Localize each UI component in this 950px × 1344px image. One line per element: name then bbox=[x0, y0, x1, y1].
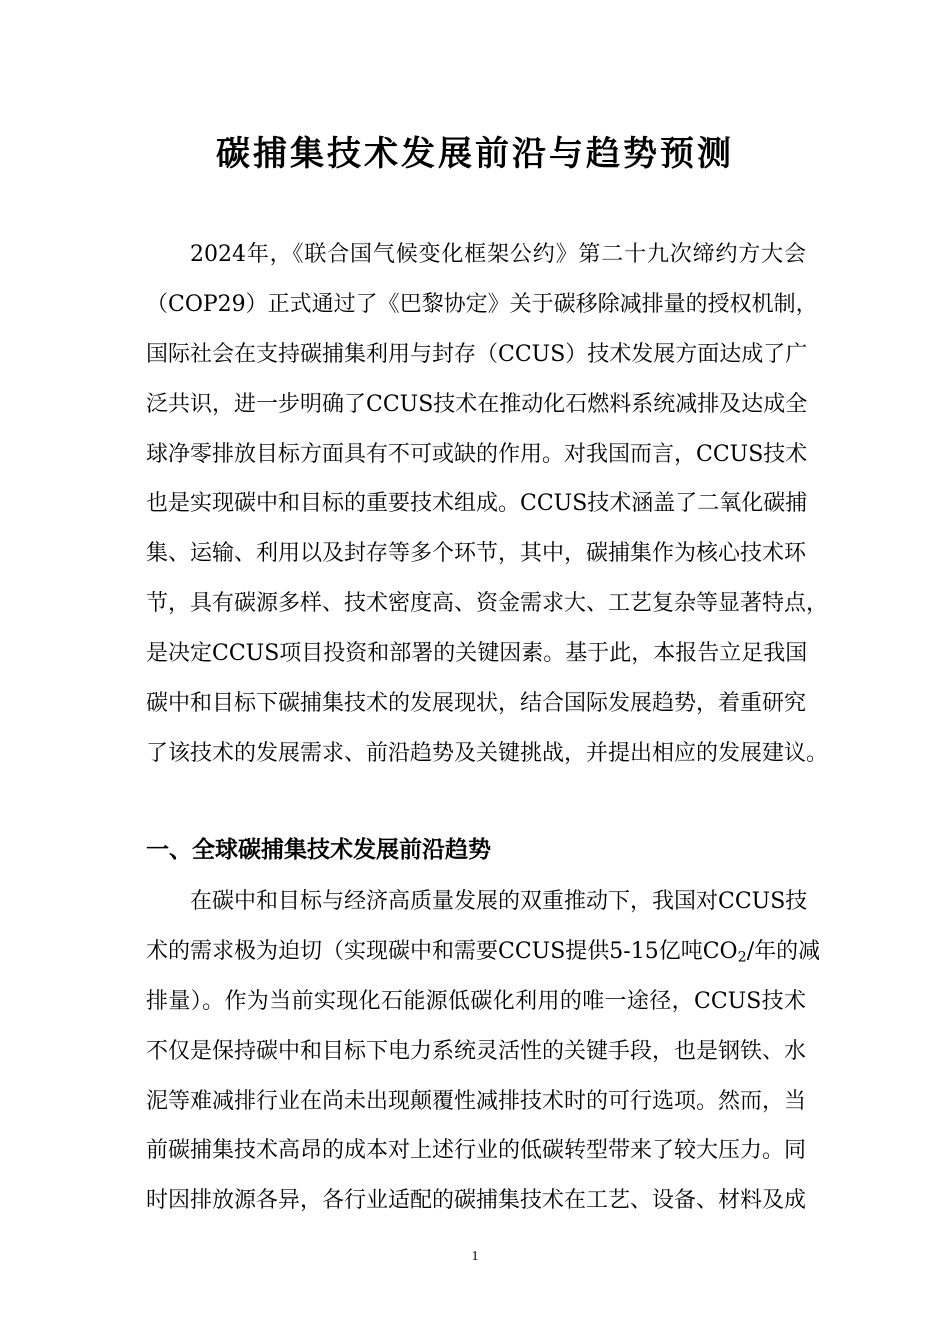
text-line: 了该技术的发展需求、前沿趋势及关键挑战，并提出相应的发展建议。 bbox=[146, 740, 829, 766]
text-line: 泥等难减排行业在尚未出现颠覆性减排技术时的可行选项。然而，当 bbox=[146, 1088, 807, 1114]
text-line: 节，具有碳源多样、技术密度高、资金需求大、工艺复杂等显著特点， bbox=[146, 591, 829, 617]
text-line-with-subscript bbox=[146, 927, 821, 977]
text-line: 国际社会在支持碳捕集利用与封存（CCUS）技术发展方面达成了广 bbox=[146, 341, 808, 367]
text-line: （COP29）正式通过了《巴黎协定》关于碳移除减排量的授权机制， bbox=[146, 291, 818, 317]
text-fragment: /年的减 bbox=[746, 938, 821, 964]
section-paragraph bbox=[146, 877, 821, 1226]
text-line: 泛共识，进一步明确了CCUS技术在推动化石燃料系统减排及达成全 bbox=[146, 391, 808, 417]
text-line: 碳中和目标下碳捕集技术的发展现状，结合国际发展趋势，着重研究 bbox=[146, 691, 807, 717]
co2-subscript: 2 bbox=[737, 949, 747, 966]
text-line: 是决定CCUS项目投资和部署的关键因素。基于此，本报告立足我国 bbox=[146, 641, 808, 667]
text-line: 球净零排放目标方面具有不可或缺的作用。对我国而言，CCUS技术 bbox=[146, 441, 808, 467]
text-line: 前碳捕集技术高昂的成本对上述行业的低碳转型带来了较大压力。同 bbox=[146, 1138, 807, 1164]
document-title: 碳捕集技术发展前沿与趋势预测 bbox=[216, 134, 734, 174]
text-fragment: 术的需求极为迫切（实现碳中和需要CCUS提供5-15亿吨CO bbox=[146, 938, 738, 964]
text-line: 不仅是保持碳中和目标下电力系统灵活性的关键手段，也是钢铁、水 bbox=[146, 1038, 807, 1064]
page-number: 1 bbox=[471, 1249, 479, 1264]
text-line: 排量）。作为当前实现化石能源低碳化利用的唯一途径，CCUS技术 bbox=[146, 988, 806, 1014]
section-heading: 一、全球碳捕集技术发展前沿趋势 bbox=[146, 836, 491, 863]
text-line: 也是实现碳中和目标的重要技术组成。CCUS技术涵盖了二氧化碳捕 bbox=[146, 491, 808, 517]
text-line: 集、运输、利用以及封存等多个环节，其中，碳捕集作为核心技术环 bbox=[146, 541, 807, 567]
text-line: 在碳中和目标与经济高质量发展的双重推动下，我国对CCUS技 bbox=[190, 889, 808, 914]
intro-paragraph bbox=[146, 230, 829, 779]
text-line: 时因排放源各异，各行业适配的碳捕集技术在工艺、设备、材料及成 bbox=[146, 1188, 807, 1214]
text-line: 2024年，《联合国气候变化框架公约》第二十九次缔约方大会 bbox=[190, 242, 806, 267]
